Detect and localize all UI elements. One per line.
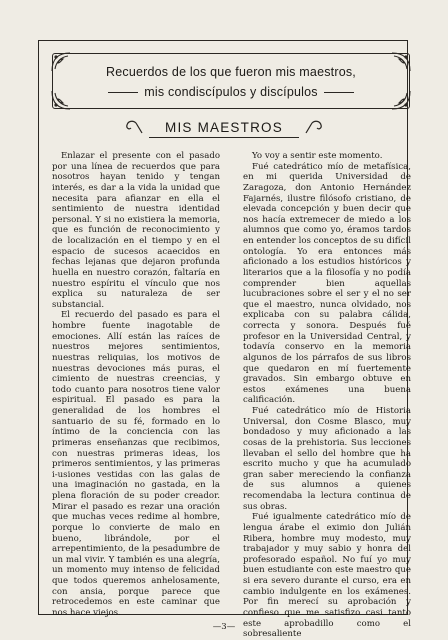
flourish-icon xyxy=(304,119,326,135)
text-column-right xyxy=(243,151,411,640)
header-dash xyxy=(324,92,354,93)
header-title-line-2-text: mis condiscípulos y discípulos xyxy=(144,85,318,99)
body-paragraph: Fué catedrático mío de metafísica, en mi querida Universidad de Zaragoza, don Antonio Hernández Fajarnés, ilustre filósofo cristiano, de elevada concepción y buen decir que nos hacía extremecer de miedo a los alumnos que como yo, éramos tardos en entender los conceptos de su difícil ontología. Yo era entonces más aficionado a los estudios históricos y literarios que a la filosofía y no podía comprender bien aquellas lucubraciones sobre el ser y el no ser que el maestro, nunca olvidado, nos explicaba con su palabra cálida, correcta y sonora. Después fué profesor en la Universidad Central, y todavía conservo en la memoria algunos de los párrafos de sus libros que quedaron en mí fuertemente gravados. Sin embargo obtuve en estos exámenes una buena calificación. xyxy=(243,161,411,406)
header-dash xyxy=(108,92,138,93)
body-paragraph: Fué catedrático mío de Historia Universal, don Cosme Blasco, muy bondadoso y muy aficionado a las cosas de la prehistoria. Sus lecciones llevaban el sello del hombre que ha escrito mucho y que ha acumulado gran saber mereciendo la confianza de sus alumnos a quienes recomendaba la lectura continua de sus obras. xyxy=(243,406,411,512)
body-paragraph: Enlazar el presente con el pasado por una línea de recuerdos que para nosotros hayan tenido y tengan interés, es dar a la vida la unidad que necesita para afianzar en ella el sentimiento de nuestra identidad personal. Y si no existiera la memoria, que es función de reconocimiento y de localización en el tiempo y en el espacio de sucesos acaecidos en fechas lejanas que dejaron profunda huella en nuestro corazón, faltaría en nuestro espíritu el vínculo que nos explica su naturaleza de ser substancial. xyxy=(52,151,220,310)
header-title-line-2 xyxy=(53,85,409,99)
text-column-left xyxy=(52,151,220,619)
section-title: MIS MAESTROS xyxy=(165,120,283,135)
section-title-rule xyxy=(149,137,299,138)
body-paragraph: El recuerdo del pasado es para el hombre fuente inagotable de emociones. Allí están las raíces de nuestros mejores sentimientos, nuestras reliquias, los motivos de nuestras devociones más puras, el cimiento de nuestras creencias, y todo cuanto para nosotros tiene valor espiritual. El pasado es para la generalidad de los hombres el santuario de su fé, formado en lo íntimo de la conciencia con las primeras enseñanzas que recibimos, con nuestras primeras ideas, los primeros sentimientos, y las primeras i-usiones vestidas con las galas de una imaginación no gastada, en la plena floración de su poder creador. Mirar el pasado es rezar una oración que muchas veces redime al hombre, porque lo convierte de malo en bueno, librándole, por el arrepentimiento, de la pesadumbre de un mal vivir. Y también es una alegría, un momento muy intenso de felicidad que todos queremos anhelosamente, con ansia, porque parece que retrocedemos en este caminar que nos hace viejos. xyxy=(52,310,220,618)
flourish-icon xyxy=(122,119,144,135)
page-number: —3— xyxy=(212,622,236,632)
header-box xyxy=(52,53,410,109)
body-paragraph: Yo voy a sentir este momento. xyxy=(252,151,383,161)
body-paragraph: Fué igualmente catedrático mío de lengua árabe el eximio don Julián Ribera, hombre muy modesto, muy trabajador y muy sabio y honra del profesorado español. No fuí yo muy buen estudiante con este maestro que si era severo durante el curso, era en cambio indulgente en los exámenes. Por fin merecí su aprobación y confieso que me satisfizo casi tanto este aprobadillo como el sobresaliente xyxy=(243,512,411,640)
section-heading xyxy=(136,117,312,137)
header-title-line-1: Recuerdos de los que fueron mis maestros, xyxy=(106,65,356,79)
